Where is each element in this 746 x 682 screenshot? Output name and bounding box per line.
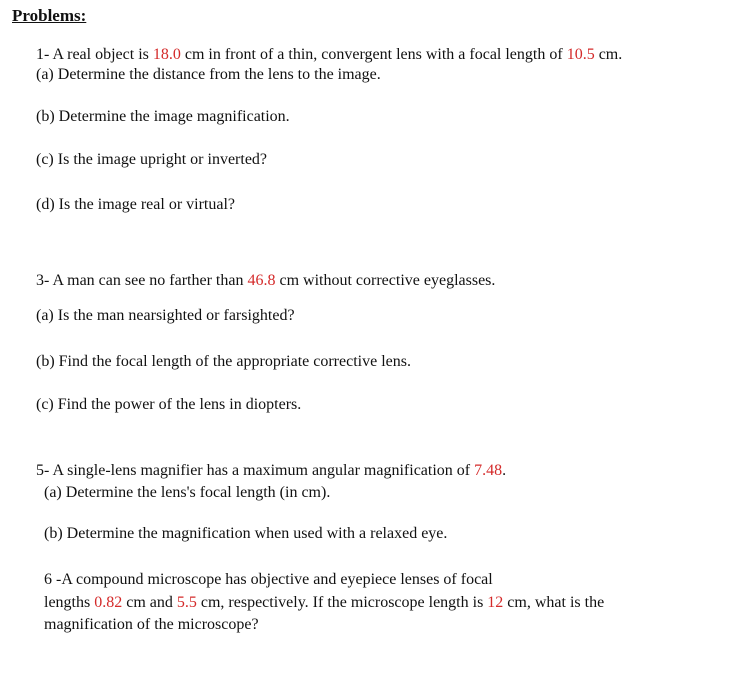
problem-6-eyepiece-focal: 5.5 <box>176 594 197 611</box>
problem-6-microscope-length: 12 <box>487 594 504 611</box>
problem-5-question-a: (a) Determine the lens's focal length (in cm). <box>44 484 331 501</box>
problem-3-question-b: (b) Find the focal length of the appropriate corrective lens. <box>36 353 411 370</box>
problem-3-question-c: (c) Find the power of the lens in diopters. <box>36 396 302 413</box>
page-title: Problems: <box>12 6 87 25</box>
problem-1-text-b: cm in front of a thin, convergent lens with a focal length of <box>180 46 567 63</box>
problem-1-text-a: 1- A real object is <box>36 46 153 63</box>
problem-6-line-1: 6 -A compound microscope has objective and eyepiece lenses of focal <box>44 571 493 588</box>
problem-6-text-d: cm, what is the <box>503 594 605 611</box>
problem-1-statement <box>36 45 622 65</box>
problem-6-objective-focal: 0.82 <box>94 594 123 611</box>
problem-6-text-a: lengths <box>44 594 95 611</box>
problem-1-question-b: (b) Determine the image magnification. <box>36 108 290 125</box>
problem-1-question-d: (d) Is the image real or virtual? <box>36 196 236 213</box>
problem-1-text-c: cm. <box>594 46 623 63</box>
problem-5-angular-magnification: 7.48 <box>474 462 503 479</box>
problem-6-text-c: cm, respectively. If the microscope length is <box>196 594 488 611</box>
problem-3-question-a: (a) Is the man nearsighted or farsighted? <box>36 307 295 324</box>
problem-5-question-b: (b) Determine the magnification when used with a relaxed eye. <box>44 525 448 542</box>
problem-3-text-a: 3- A man can see no farther than <box>36 272 248 289</box>
problem-6-text-b: cm and <box>122 594 177 611</box>
problem-3-statement <box>36 271 495 291</box>
problem-1-question-c: (c) Is the image upright or inverted? <box>36 151 268 168</box>
problem-5-statement <box>36 461 506 481</box>
problem-1-focal-length: 10.5 <box>566 46 595 63</box>
problem-1-object-distance: 18.0 <box>152 46 181 63</box>
problem-1-question-a: (a) Determine the distance from the lens to the image. <box>36 66 381 83</box>
problem-5-text-a: 5- A single-lens magnifier has a maximum angular magnification of <box>36 462 475 479</box>
problem-3-far-point: 46.8 <box>247 272 276 289</box>
problem-6-line-3: magnification of the microscope? <box>44 616 259 633</box>
problem-5-text-b: . <box>502 462 507 479</box>
problem-3-text-b: cm without corrective eyeglasses. <box>275 272 496 289</box>
problem-6-line-2 <box>44 593 604 613</box>
